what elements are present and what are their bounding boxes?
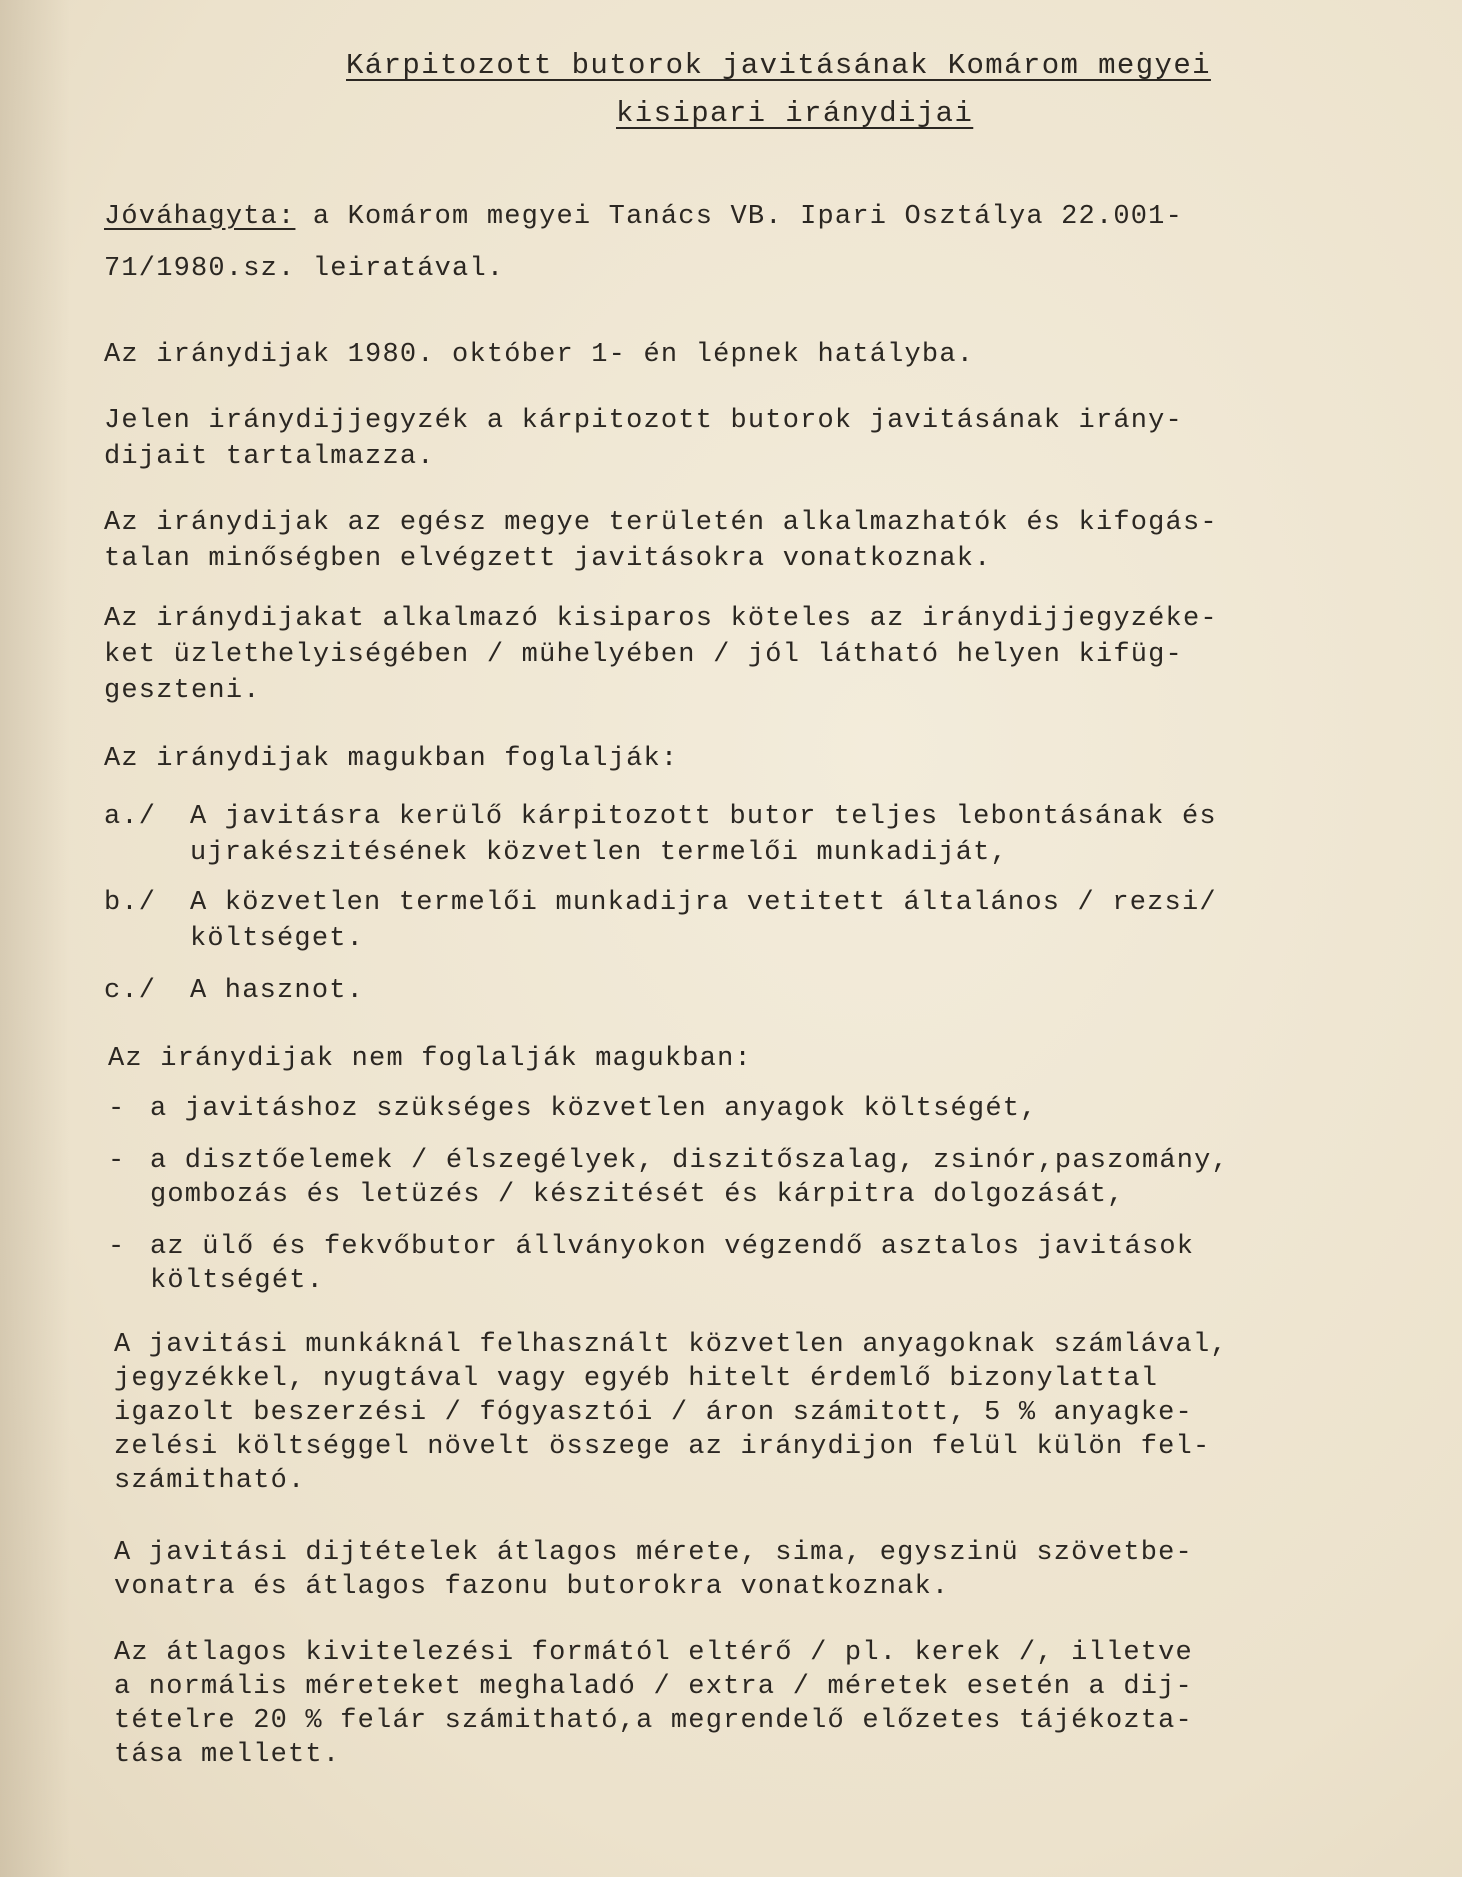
paragraph-2-line-1: Az iránydijak az egész megye területén alkalmazhatók és kifogás-: [104, 508, 1218, 538]
approval-line-2: 71/1980.sz. leiratával.: [104, 254, 505, 284]
paragraph-2-line-2: talan minőségben elvégzett javitásokra vonatkoznak.: [104, 544, 992, 574]
paragraph-3-line-1: Az iránydijakat alkalmazó kisiparos köteles az iránydijjegyzéke-: [104, 604, 1218, 634]
exclude-item-2-marker: -: [108, 1146, 126, 1176]
exclude-item-2-line-1: a disztőelemek / élszegélyek, diszitőszalag, zsinór,paszomány,: [150, 1146, 1229, 1176]
paragraph-3-line-2: ket üzlethelyiségében / mühelyében / jól látható helyen kifüg-: [104, 640, 1183, 670]
exclude-item-3-marker: -: [108, 1232, 126, 1262]
exclude-item-1-marker: -: [108, 1094, 126, 1124]
exclude-item-3-line-2: költségét.: [150, 1266, 325, 1296]
title-line-2: kisipari iránydijai: [616, 97, 974, 130]
paragraph-6-line-4: zelési költséggel növelt összege az iránydijon felül külön fel-: [114, 1432, 1211, 1462]
include-item-c-marker: c./: [104, 976, 157, 1006]
include-item-b-marker: b./: [104, 888, 157, 918]
paragraph-8-line-4: tása mellett.: [114, 1740, 341, 1770]
paragraph-8-line-3: tételre 20 % felár számitható,a megrendelő előzetes tájékozta-: [114, 1706, 1193, 1736]
title-line-1: Kárpitozott butorok javitásának Komárom megyei: [346, 49, 1211, 82]
include-item-b-line-2: költséget.: [190, 924, 365, 954]
include-item-a-line-2: ujrakészitésének közvetlen termelői munkadiját,: [190, 838, 1008, 868]
exclude-item-1-line-1: a javitáshoz szükséges közvetlen anyagok költségét,: [150, 1094, 1038, 1124]
paragraph-7-line-1: A javitási dijtételek átlagos mérete, sima, egyszinü szövetbe-: [114, 1538, 1193, 1568]
paragraph-1-line-1: Jelen iránydijjegyzék a kárpitozott butorok javitásának irány-: [104, 406, 1183, 436]
paragraph-6-line-3: igazolt beszerzési / fógyasztói / áron számitott, 5 % anyagke-: [114, 1398, 1193, 1428]
paragraph-8-line-2: a normális méreteket meghaladó / extra / méretek esetén a dij-: [114, 1672, 1193, 1702]
paragraph-7-line-2: vonatra és átlagos fazonu butorokra vonatkoznak.: [114, 1572, 950, 1602]
include-item-a-marker: a./: [104, 802, 157, 832]
paragraph-6-line-1: A javitási munkáknál felhasznált közvetlen anyagoknak számlával,: [114, 1330, 1228, 1360]
approval-label: Jóváhagyta:: [104, 202, 296, 232]
paragraph-6-line-2: jegyzékkel, nyugtával vagy egyéb hitelt érdemlő bizonylattal: [114, 1364, 1159, 1394]
paragraph-8-line-1: Az átlagos kivitelezési formától eltérő / pl. kerek /, illetve: [114, 1638, 1193, 1668]
approval-line-1: [104, 202, 1183, 232]
include-heading: Az iránydijak magukban foglalják:: [104, 744, 679, 774]
exclude-item-2-line-2: gombozás és letüzés / készitését és kárpitra dolgozását,: [150, 1180, 1125, 1210]
paragraph-6-line-5: számitható.: [114, 1466, 306, 1496]
exclude-heading: Az iránydijak nem foglalják magukban:: [108, 1044, 752, 1074]
effective-date: Az iránydijak 1980. október 1- én lépnek hatályba.: [104, 340, 975, 370]
include-item-c-line-1: A hasznot.: [190, 976, 365, 1006]
approval-text: a Komárom megyei Tanács VB. Ipari Osztálya 22.001-: [295, 202, 1183, 232]
exclude-item-3-line-1: az ülő és fekvőbutor állványokon végzendő asztalos javitások: [150, 1232, 1195, 1262]
paragraph-1-line-2: dijait tartalmazza.: [104, 442, 435, 472]
include-item-a-line-1: A javitásra kerülő kárpitozott butor teljes lebontásának és: [190, 802, 1217, 832]
paragraph-3-line-3: geszteni.: [104, 676, 261, 706]
include-item-b-line-1: A közvetlen termelői munkadijra vetitett általános / rezsi/: [190, 888, 1217, 918]
